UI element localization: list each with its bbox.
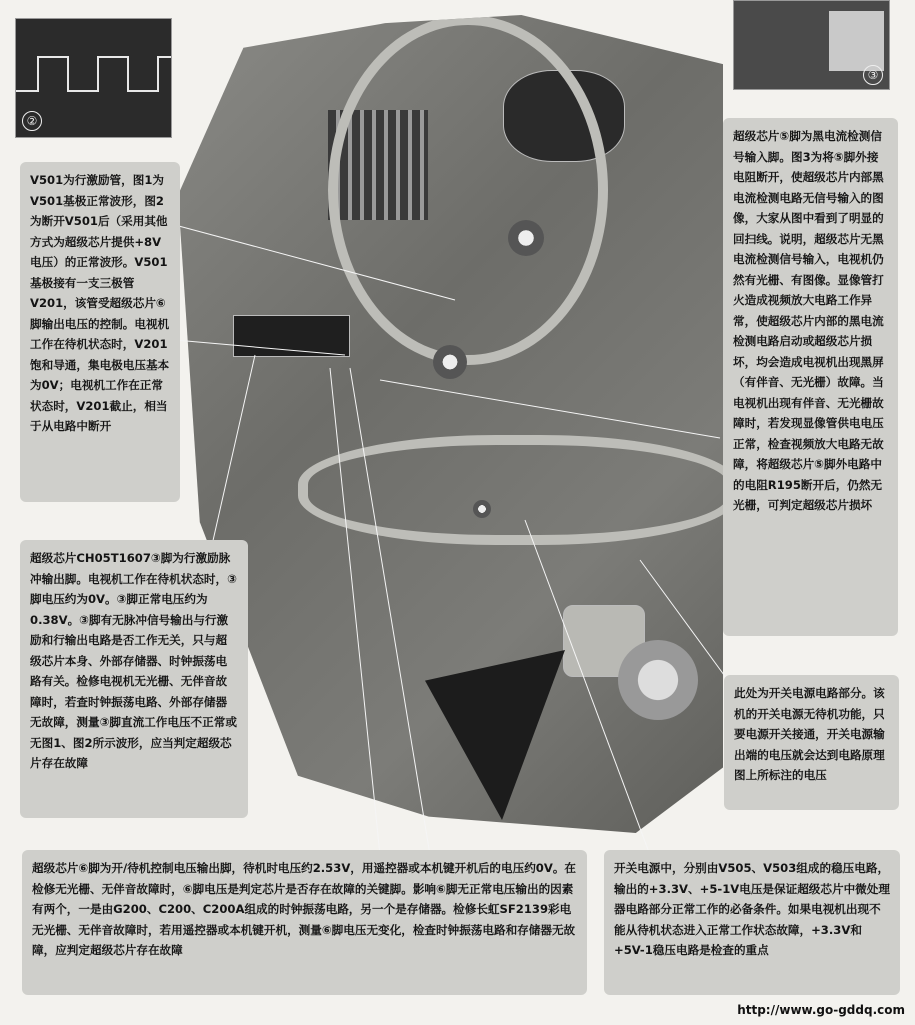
figure-label-2: ②: [22, 111, 42, 131]
note-power-supply: 此处为开关电源电路部分。该机的开关电源无待机功能，只要电源开关接通，开关电源输出端的电压就会达到电路原理图上所标注的电压: [724, 675, 899, 810]
note-v501: V501为行激励管，图1为V501基极正常波形，图2为断开V501后（采用其他方式为超级芯片提供+8V电压）的正常波形。V501基极接有一支三极管V201，该管受超级芯片⑥脚输出电压的控制。电视机工作在待机状态时，V201饱和导通，集电极电压基本为0V；电视机工作在正常状态时，V201截止，相当于从电路中断开: [20, 162, 180, 502]
note-pin33: 超级芯片CH05T1607③脚为行激励脉冲输出脚。电视机工作在待机状态时，③脚电压约为0V。③脚正常电压约为0.38V。③脚有无脉冲信号输出与行激励和行输出电路是否工作无关，只与超级芯片本身、外部存储器、时钟振荡电路有关。检修电视机无光栅、无伴音故障时，若查时钟振荡电路、外部存储器无故障，测量③脚直流工作电压不正常或无图1、图2所示波形，应当判定超级芯片存在故障: [20, 540, 248, 818]
note-pin50: 超级芯片⑤脚为黑电流检测信号输入脚。图3为将⑤脚外接电阻断开，使超级芯片内部黑电流检测电路无信号输入的图像，大家从图中看到了明显的回扫线。说明，超级芯片无黑电流检测信号输入，电视机仍然有光栅、有图像。显像管打火造成视频放大电路工作异常，使超级芯片内部的黑电流检测电路启动或超级芯片损坏，均会造成电视机出现黑屏（有伴音、无光栅）故障。当电视机出现有伴音、无光栅故障时，若发现显像管供电电压正常，检查视频放大电路无故障，将超级芯片⑤脚外电路中的电阻R195断开后，仍然无光栅，可判定超级芯片损坏: [723, 118, 898, 636]
note-regulator: 开关电源中，分别由V505、V503组成的稳压电路，输出的+3.3V、+5-1V电压是保证超级芯片中微处理器电路部分正常工作的必备条件。如果电视机出现不能从待机状态进入正常工作状态故障，+3.3V和+5V-1稳压电路是检查的重点: [604, 850, 900, 995]
source-url[interactable]: http://www.go-gddq.com: [737, 1003, 905, 1017]
note-pin63: 超级芯片⑥脚为开/待机控制电压输出脚，待机时电压约2.53V，用遥控器或本机键开机后的电压约0V。在检修无光栅、无伴音故障时，⑥脚电压是判定芯片是否存在故障的关键脚。影响⑥脚无正常电压输出的因素有两个，一是由G200、C200、C200A组成的时钟振荡电路，另一个是存储器。检修长虹SF2139彩电无光栅、无伴音故障时，若用遥控器或本机键开机，测量⑥脚电压无变化，检查时钟振荡电路和存储器无故障，应判定超级芯片存在故障: [22, 850, 587, 995]
figure-label-3: ③: [863, 65, 883, 85]
